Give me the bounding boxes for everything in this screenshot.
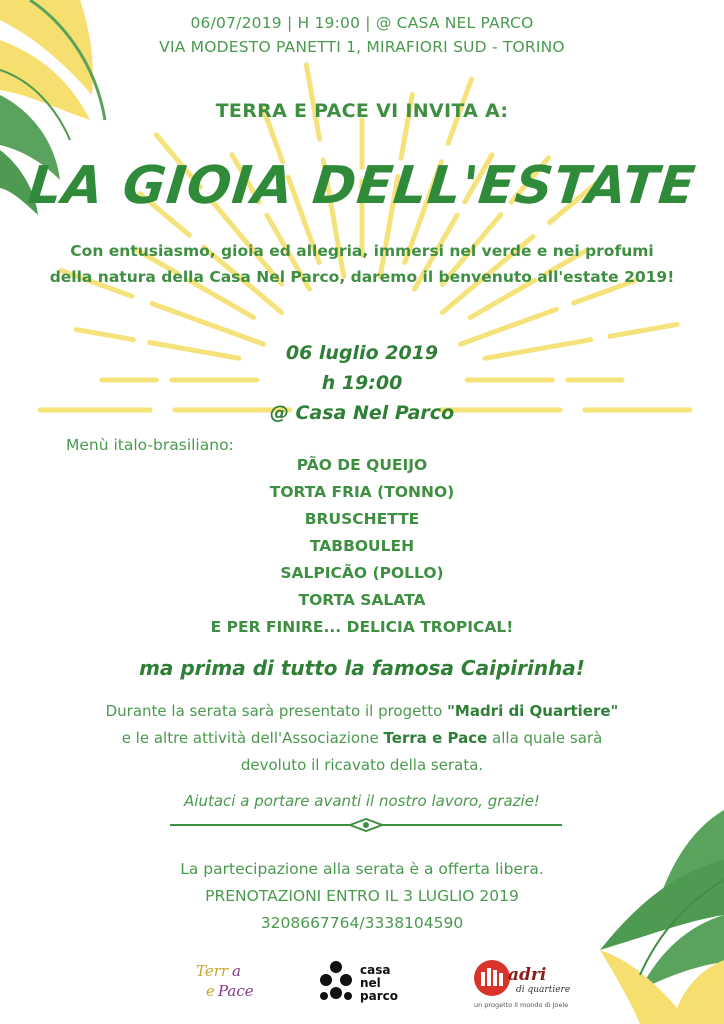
menu-item: E PER FINIRE... DELICIA TROPICAL! <box>210 618 514 636</box>
invite-heading: TERRA E PACE VI INVITA A: <box>215 100 509 122</box>
terra-e-pace-logo-graphic <box>192 958 272 1002</box>
menu-item: TABBOULEH <box>309 537 415 555</box>
page-title: LA GIOIA DELL'ESTATE <box>25 156 699 216</box>
menu-item: TORTA SALATA <box>298 591 426 609</box>
project-name: "Madri di Quartiere" <box>447 702 619 720</box>
svg-text:nel: nel <box>360 976 381 990</box>
terra-e-pace-logo <box>192 958 272 1002</box>
svg-text:di quartiere: di quartiere <box>516 985 571 995</box>
svg-text:parco: parco <box>360 989 398 1003</box>
footer <box>0 856 724 937</box>
description-text: alla quale sarà <box>487 729 603 747</box>
footer-phone: 3208667764/3338104590 <box>260 914 464 932</box>
menu-item: PÃO DE QUEIJO <box>296 456 428 474</box>
event-time: h 19:00 <box>321 372 403 394</box>
event-header-datetime: 06/07/2019 | H 19:00 | @ CASA NEL PARCO <box>190 14 534 32</box>
intro-line-1: Con entusiasmo, gioia ed allegria, immersi nel verde e nei profumi <box>70 242 654 260</box>
footer-booking: PRENOTAZIONI ENTRO IL 3 LUGLIO 2019 <box>205 887 519 905</box>
description-line-2 <box>0 725 724 752</box>
casa-nel-parco-logo-graphic <box>316 958 416 1004</box>
svg-text:e: e <box>206 982 215 1000</box>
event-header-address: VIA MODESTO PANETTI 1, MIRAFIORI SUD - TORINO <box>159 38 565 56</box>
menu-item: BRUSCHETTE <box>304 510 420 528</box>
svg-text:casa: casa <box>360 963 391 977</box>
event-details <box>0 338 724 428</box>
svg-text:a: a <box>232 962 241 980</box>
madri-di-quartiere-logo-graphic <box>472 958 572 1010</box>
svg-text:adri: adri <box>508 965 547 985</box>
sun-ray <box>610 324 677 336</box>
description-line-1 <box>0 698 724 725</box>
description <box>0 698 724 779</box>
menu-label: Menù italo-brasiliano: <box>66 436 234 454</box>
event-place: @ Casa Nel Parco <box>269 402 455 424</box>
caipirinha-highlight: ma prima di tutto la famosa Caipirinha! <box>139 656 585 680</box>
intro-text <box>0 238 724 290</box>
svg-text:un progetto Il mondo di Joele: un progetto Il mondo di Joele <box>474 1001 569 1009</box>
svg-text:Terr: Terr <box>196 962 229 980</box>
thanks-text: Aiutaci a portare avanti il nostro lavoro, grazie! <box>184 792 540 810</box>
description-text: Durante la serata sarà presentato il progetto <box>105 702 448 720</box>
event-date: 06 luglio 2019 <box>285 342 439 364</box>
intro-line-2: della natura della Casa Nel Parco, daremo il benvenuto all'estate 2019! <box>49 268 675 286</box>
description-line-3: devoluto il ricavato della serata. <box>240 756 484 774</box>
association-name: Terra e Pace <box>383 729 488 747</box>
menu-item: TORTA FRIA (TONNO) <box>269 483 455 501</box>
footer-offer: La partecipazione alla serata è a offerta libera. <box>180 860 544 878</box>
casa-nel-parco-logo <box>316 958 416 1004</box>
menu-item: SALPICÃO (POLLO) <box>280 564 444 582</box>
madri-di-quartiere-logo <box>472 958 572 1010</box>
menu-list <box>0 452 724 641</box>
ornamental-divider <box>170 818 562 832</box>
description-text: e le altre attività dell'Associazione <box>121 729 384 747</box>
svg-text:Pace: Pace <box>218 982 254 1000</box>
